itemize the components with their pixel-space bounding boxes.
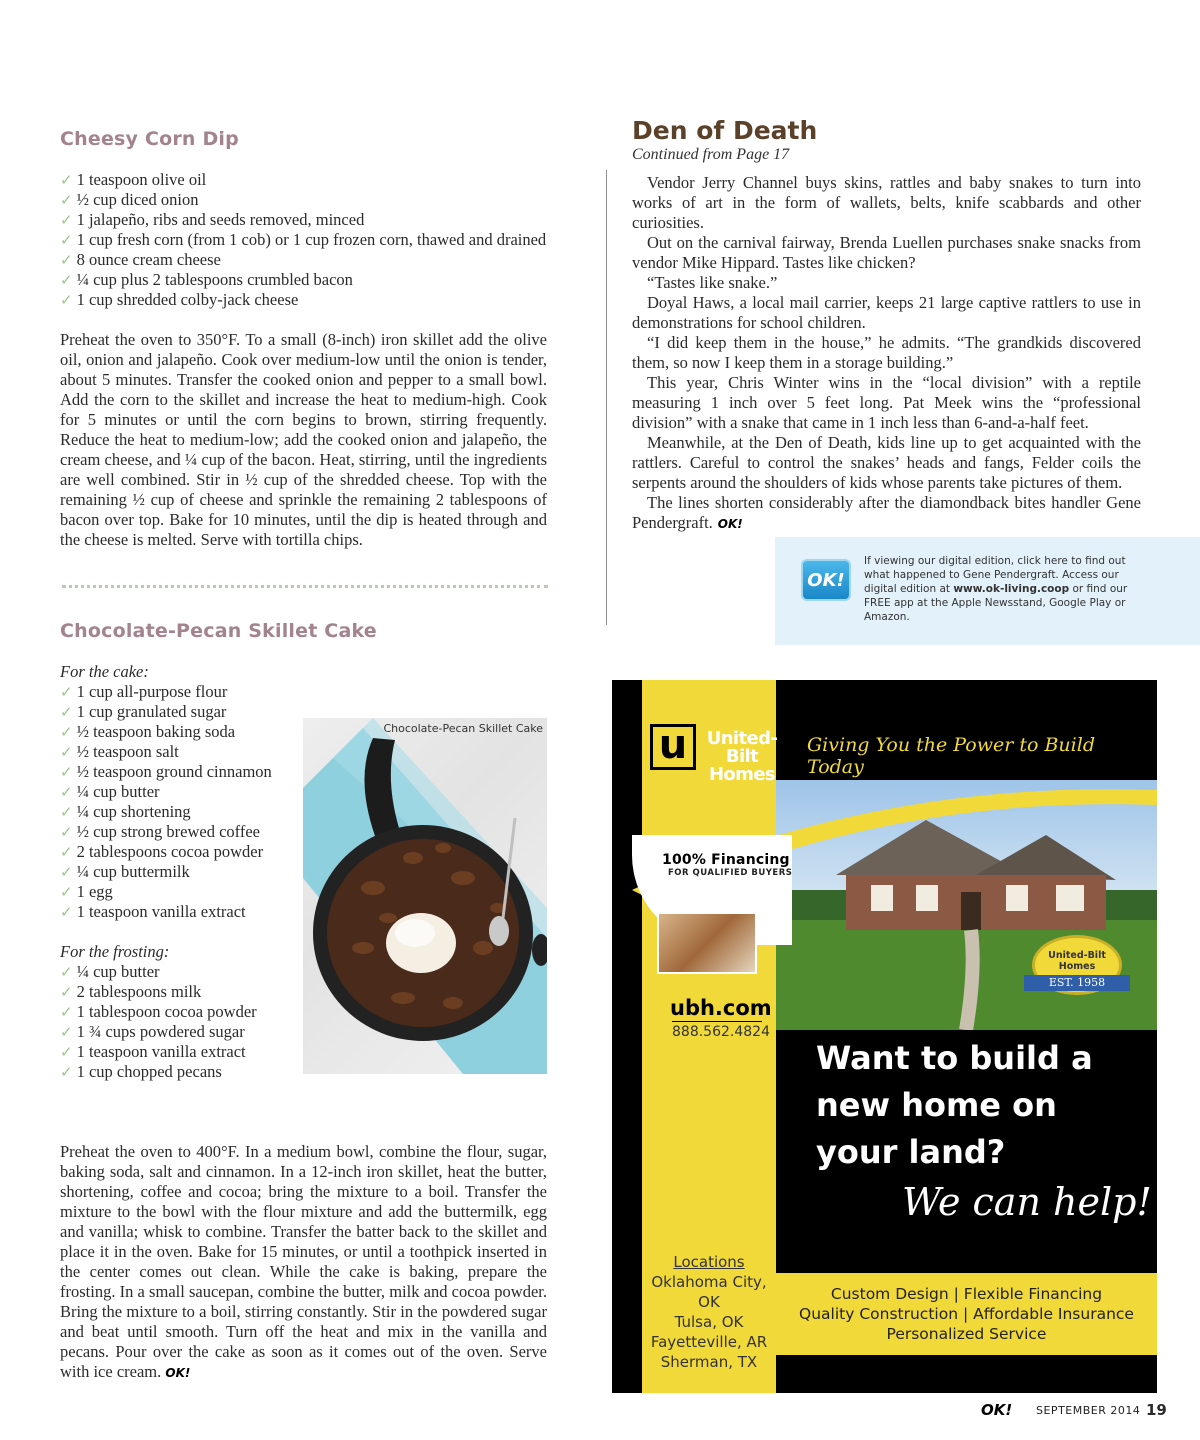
- united-bilt-ad[interactable]: [612, 680, 1157, 1393]
- checkmark-icon: ✓: [60, 251, 73, 269]
- frosting-ingredient: [60, 982, 300, 1002]
- financing-title: 100% Financing: [662, 852, 790, 868]
- corn-ingredient: [60, 290, 550, 310]
- cake-ingredient: [60, 762, 300, 782]
- cake-ingredient: [60, 822, 300, 842]
- den-paragraph: [632, 273, 1141, 293]
- ingredient-text: ½ cup strong brewed coffee: [76, 822, 260, 841]
- den-paragraph: [632, 333, 1141, 373]
- checkmark-icon: ✓: [60, 231, 73, 249]
- ad-tagline: Giving You the Power to Build Today: [807, 734, 1095, 778]
- cake-title: Chocolate-Pecan Skillet Cake: [60, 620, 377, 642]
- den-paragraph: [632, 233, 1141, 273]
- headline-line3: your land?: [816, 1133, 1006, 1171]
- checkmark-icon: ✓: [60, 211, 73, 229]
- ad-phone: 888.562.4824: [672, 1024, 770, 1040]
- checkmark-icon: ✓: [60, 1063, 73, 1081]
- ice-cream-highlight: [395, 919, 435, 947]
- digital-text-1: If viewing our digital edition, click here to find out what happened to Gene Pendergraft. Access our digital edition at: [864, 555, 1126, 595]
- checkmark-icon: ✓: [60, 683, 73, 701]
- corn-ingredient: [60, 230, 550, 250]
- checkmark-icon: ✓: [60, 291, 73, 309]
- footer-ok-logo: OK!: [981, 1401, 1013, 1419]
- checkmark-icon: ✓: [60, 1003, 73, 1021]
- den-paragraph: [632, 293, 1141, 333]
- ingredient-text: 1 teaspoon vanilla extract: [76, 1042, 246, 1061]
- ok-end-mark: OK!: [165, 1366, 191, 1380]
- photo-caption: Chocolate-Pecan Skillet Cake: [383, 722, 543, 735]
- ingredient-text: ½ teaspoon salt: [76, 742, 179, 761]
- corn-ingredient: [60, 190, 550, 210]
- corn-ingredient: [60, 250, 550, 270]
- ubh-logo-line1: United-Bilt: [706, 728, 778, 767]
- seal-line1: United-Bilt: [1048, 950, 1106, 961]
- cake-ingredients: [60, 682, 300, 922]
- corn-ingredient: [60, 210, 550, 230]
- ok-end-mark: OK!: [717, 517, 743, 531]
- den-article-body: [632, 173, 1141, 534]
- ingredient-text: ¼ cup butter: [76, 962, 160, 981]
- checkmark-icon: ✓: [60, 843, 73, 861]
- ingredient-text: ¼ cup buttermilk: [76, 862, 190, 881]
- skillet-illustration: [303, 718, 547, 1074]
- ingredient-text: ¼ cup shortening: [76, 802, 191, 821]
- checkmark-icon: ✓: [60, 983, 73, 1001]
- den-paragraph-text: “I did keep them in the house,” he admits. “The grandkids discovered them, so now I keep them in a storage building.”: [632, 333, 1141, 372]
- den-paragraph: [632, 433, 1141, 493]
- cake-ingredient: [60, 842, 300, 862]
- ingredient-text: 2 tablespoons milk: [76, 982, 202, 1001]
- checkmark-icon: ✓: [60, 191, 73, 209]
- location-item: Sherman, TX: [660, 1353, 758, 1371]
- corn-ingredient: [60, 170, 550, 190]
- cake-label: For the cake:: [60, 662, 149, 681]
- digital-edition-text: [864, 554, 1154, 624]
- corn-dip-ingredients: [60, 170, 550, 310]
- locations-entries: [642, 1272, 776, 1372]
- frosting-ingredient: [60, 1002, 300, 1022]
- cake-ingredient: [60, 862, 300, 882]
- checkmark-icon: ✓: [60, 743, 73, 761]
- spoon-bowl: [489, 916, 509, 946]
- ingredient-text: ¼ cup plus 2 tablespoons crumbled bacon: [76, 270, 353, 289]
- checkmark-icon: ✓: [60, 963, 73, 981]
- checkmark-icon: ✓: [60, 783, 73, 801]
- den-paragraph-text: Meanwhile, at the Den of Death, kids line up to get acquainted with the rattlers. Careful to control the snakes’ heads and fangs, Felder coils the serpents around the shoulders of kids whose parents take pictures of them.: [632, 433, 1141, 492]
- features-bar: [776, 1273, 1157, 1355]
- cake-ingredient: [60, 742, 300, 762]
- ubh-logo-line2: Homes: [708, 764, 776, 785]
- den-paragraph-text: “Tastes like snake.”: [647, 273, 778, 292]
- features-line3: Personalized Service: [886, 1325, 1047, 1343]
- ubh-logo-mark: u: [650, 724, 696, 770]
- ingredient-text: 1 cup granulated sugar: [76, 702, 227, 721]
- checkmark-icon: ✓: [60, 863, 73, 881]
- ingredient-text: 1 cup all-purpose flour: [76, 682, 228, 701]
- headline-line1: Want to build a: [816, 1039, 1093, 1077]
- cake-ingredient: [60, 902, 300, 922]
- den-subtitle: Continued from Page 17: [632, 146, 790, 163]
- den-paragraph: [632, 373, 1141, 433]
- column-rule: [606, 170, 607, 625]
- seal-ribbon: EST. 1958: [1024, 975, 1130, 991]
- section-divider: [62, 585, 548, 588]
- cake-directions-text: Preheat the oven to 400°F. In a medium bowl, combine the flour, sugar, baking soda, salt and cinnamon. In a 12-inch iron skillet, heat the butter, shortening, coffee and cocoa; bring the mixture to a boil. Transfer the mixture to the bowl with the flour mixture and add the buttermilk, egg and vanilla; whisk to combine. Transfer the batter back to the skillet and place it in the oven. Bake for 15 minutes, or until a toothpick inserted in the center comes out clean. While the cake is baking, prepare the frosting. In a small saucepan, combine the butter, milk and cocoa powder. Bring the mixture to a boil, stirring constantly. Stir in the powdered sugar and beat until smooth. Turn off the heat and mix in the vanilla and pecans. Pour over the cake as soon as it comes out of the oven. Serve with ice cream.: [60, 1142, 547, 1381]
- checkmark-icon: ✓: [60, 823, 73, 841]
- checkmark-icon: ✓: [60, 763, 73, 781]
- cake-directions: [60, 1142, 547, 1383]
- den-paragraph-text: This year, Chris Winter wins in the “local division” with a reptile measuring 1 inch over 5 feet long. Pat Meek wins the “professional division” with a snake that came in 1 inch less than 6-and-a-half feet.: [632, 373, 1141, 432]
- cake-ingredient: [60, 702, 300, 722]
- digital-edition-box[interactable]: [775, 537, 1200, 645]
- locations-list: [642, 1252, 776, 1372]
- den-paragraph-text: Vendor Jerry Channel buys skins, rattles and baby snakes to turn into works of art in the form of wallets, belts, knife scabbards and other curiosities.: [632, 173, 1141, 232]
- ingredient-text: 1 cup chopped pecans: [76, 1062, 222, 1081]
- seal-line2: Homes: [1058, 961, 1096, 972]
- corn-dip-title: Cheesy Corn Dip: [60, 128, 239, 150]
- checkmark-icon: ✓: [60, 1023, 73, 1041]
- checkmark-icon: ✓: [60, 723, 73, 741]
- footer-issue: SEPTEMBER 2014: [1036, 1404, 1141, 1417]
- ingredient-text: ½ cup diced onion: [76, 190, 199, 209]
- checkmark-icon: ✓: [60, 271, 73, 289]
- ad-website[interactable]: ubh.com: [670, 996, 772, 1020]
- den-paragraph-text: Out on the carnival fairway, Brenda Luellen purchases snake snacks from vendor Mike Hippard. Tastes like chicken?: [632, 233, 1141, 272]
- ingredient-text: 1 teaspoon vanilla extract: [76, 902, 246, 921]
- checkmark-icon: ✓: [60, 903, 73, 921]
- ingredient-text: 8 ounce cream cheese: [76, 250, 221, 269]
- frosting-label: For the frosting:: [60, 942, 170, 961]
- den-paragraph: [632, 173, 1141, 233]
- location-item: Fayetteville, AR: [650, 1333, 768, 1351]
- checkmark-icon: ✓: [60, 1043, 73, 1061]
- website-underline: [672, 1021, 762, 1022]
- locations-label: Locations: [673, 1253, 745, 1271]
- builders-photo: [657, 912, 757, 974]
- checkmark-icon: ✓: [60, 171, 73, 189]
- financing-sub: FOR QUALIFIED BUYERS: [668, 868, 793, 878]
- ingredient-text: 1 egg: [76, 882, 113, 901]
- ingredient-text: 1 tablespoon cocoa powder: [76, 1002, 257, 1021]
- ad-headline: [816, 1035, 1093, 1176]
- ingredient-text: 1 teaspoon olive oil: [76, 170, 207, 189]
- ingredient-text: ¼ cup butter: [76, 782, 160, 801]
- ingredient-text: 2 tablespoons cocoa powder: [76, 842, 264, 861]
- checkmark-icon: ✓: [60, 883, 73, 901]
- location-item: Oklahoma City, OK: [651, 1273, 767, 1311]
- den-paragraph-text: The lines shorten considerably after the diamondback bites handler Gene Pendergraft.: [632, 493, 1141, 532]
- features-line2: Quality Construction | Affordable Insurance: [799, 1305, 1134, 1323]
- checkmark-icon: ✓: [60, 703, 73, 721]
- cake-ingredient: [60, 682, 300, 702]
- headline-line2: new home on: [816, 1086, 1057, 1124]
- den-paragraph-text: Doyal Haws, a local mail carrier, keeps 21 large captive rattlers to use in demonstrations for school children.: [632, 293, 1141, 332]
- frosting-ingredient: [60, 1022, 300, 1042]
- digital-text-2: or find our FREE app at the Apple Newsstand, Google Play or Amazon.: [864, 583, 1128, 623]
- cake-ingredient: [60, 782, 300, 802]
- page-number: 19: [1146, 1401, 1167, 1419]
- location-item: Tulsa, OK: [674, 1313, 744, 1331]
- ingredient-text: 1 jalapeño, ribs and seeds removed, minced: [76, 210, 365, 229]
- cake-photo: [303, 718, 547, 1074]
- cake-ingredient: [60, 802, 300, 822]
- walkway: [966, 930, 973, 1030]
- ingredient-text: 1 cup fresh corn (from 1 cob) or 1 cup frozen corn, thawed and drained: [76, 230, 547, 249]
- checkmark-icon: ✓: [60, 803, 73, 821]
- ad-help-text: We can help!: [902, 1180, 1152, 1224]
- ok-app-icon: OK!: [801, 559, 851, 601]
- cake-ingredient: [60, 722, 300, 742]
- frosting-ingredients: [60, 962, 300, 1082]
- ingredient-text: 1 ¾ cups powdered sugar: [76, 1022, 245, 1041]
- ingredient-text: 1 cup shredded colby-jack cheese: [76, 290, 299, 309]
- corn-dip-directions: Preheat the oven to 350°F. To a small (8-inch) iron skillet add the olive oil, onion and jalapeño. Cook over medium-low until the onion is tender, about 5 minutes. Transfer the cooked onion and pepper to a small bowl. Add the corn to the skillet and increase the heat to medium-high. Cook for 5 minutes or until the corn begins to brown, stirring frequently. Reduce the heat to medium-low; add the cooked onion and jalapeño, the cream cheese, and ¼ cup of the bacon. Heat, stirring, until the ingredients are well combined. Stir in ½ cup of the shredded cheese. Top with the remaining ½ cup of cheese and sprinkle the remaining 2 tablespoons of bacon over top. Bake for 10 minutes, until the dip is heated through and the cheese is melted. Serve with tortilla chips.: [60, 330, 547, 549]
- features-line1: Custom Design | Flexible Financing: [830, 1285, 1103, 1303]
- frosting-ingredient: [60, 962, 300, 982]
- frosting-ingredient: [60, 1062, 300, 1082]
- den-title: Den of Death: [632, 116, 818, 145]
- frosting-ingredient: [60, 1042, 300, 1062]
- den-paragraph: [632, 493, 1141, 534]
- ingredient-text: ½ teaspoon baking soda: [76, 722, 236, 741]
- ingredient-text: ½ teaspoon ground cinnamon: [76, 762, 272, 781]
- corn-ingredient: [60, 270, 550, 290]
- cake-ingredient: [60, 882, 300, 902]
- digital-link[interactable]: www.ok-living.coop: [953, 583, 1070, 595]
